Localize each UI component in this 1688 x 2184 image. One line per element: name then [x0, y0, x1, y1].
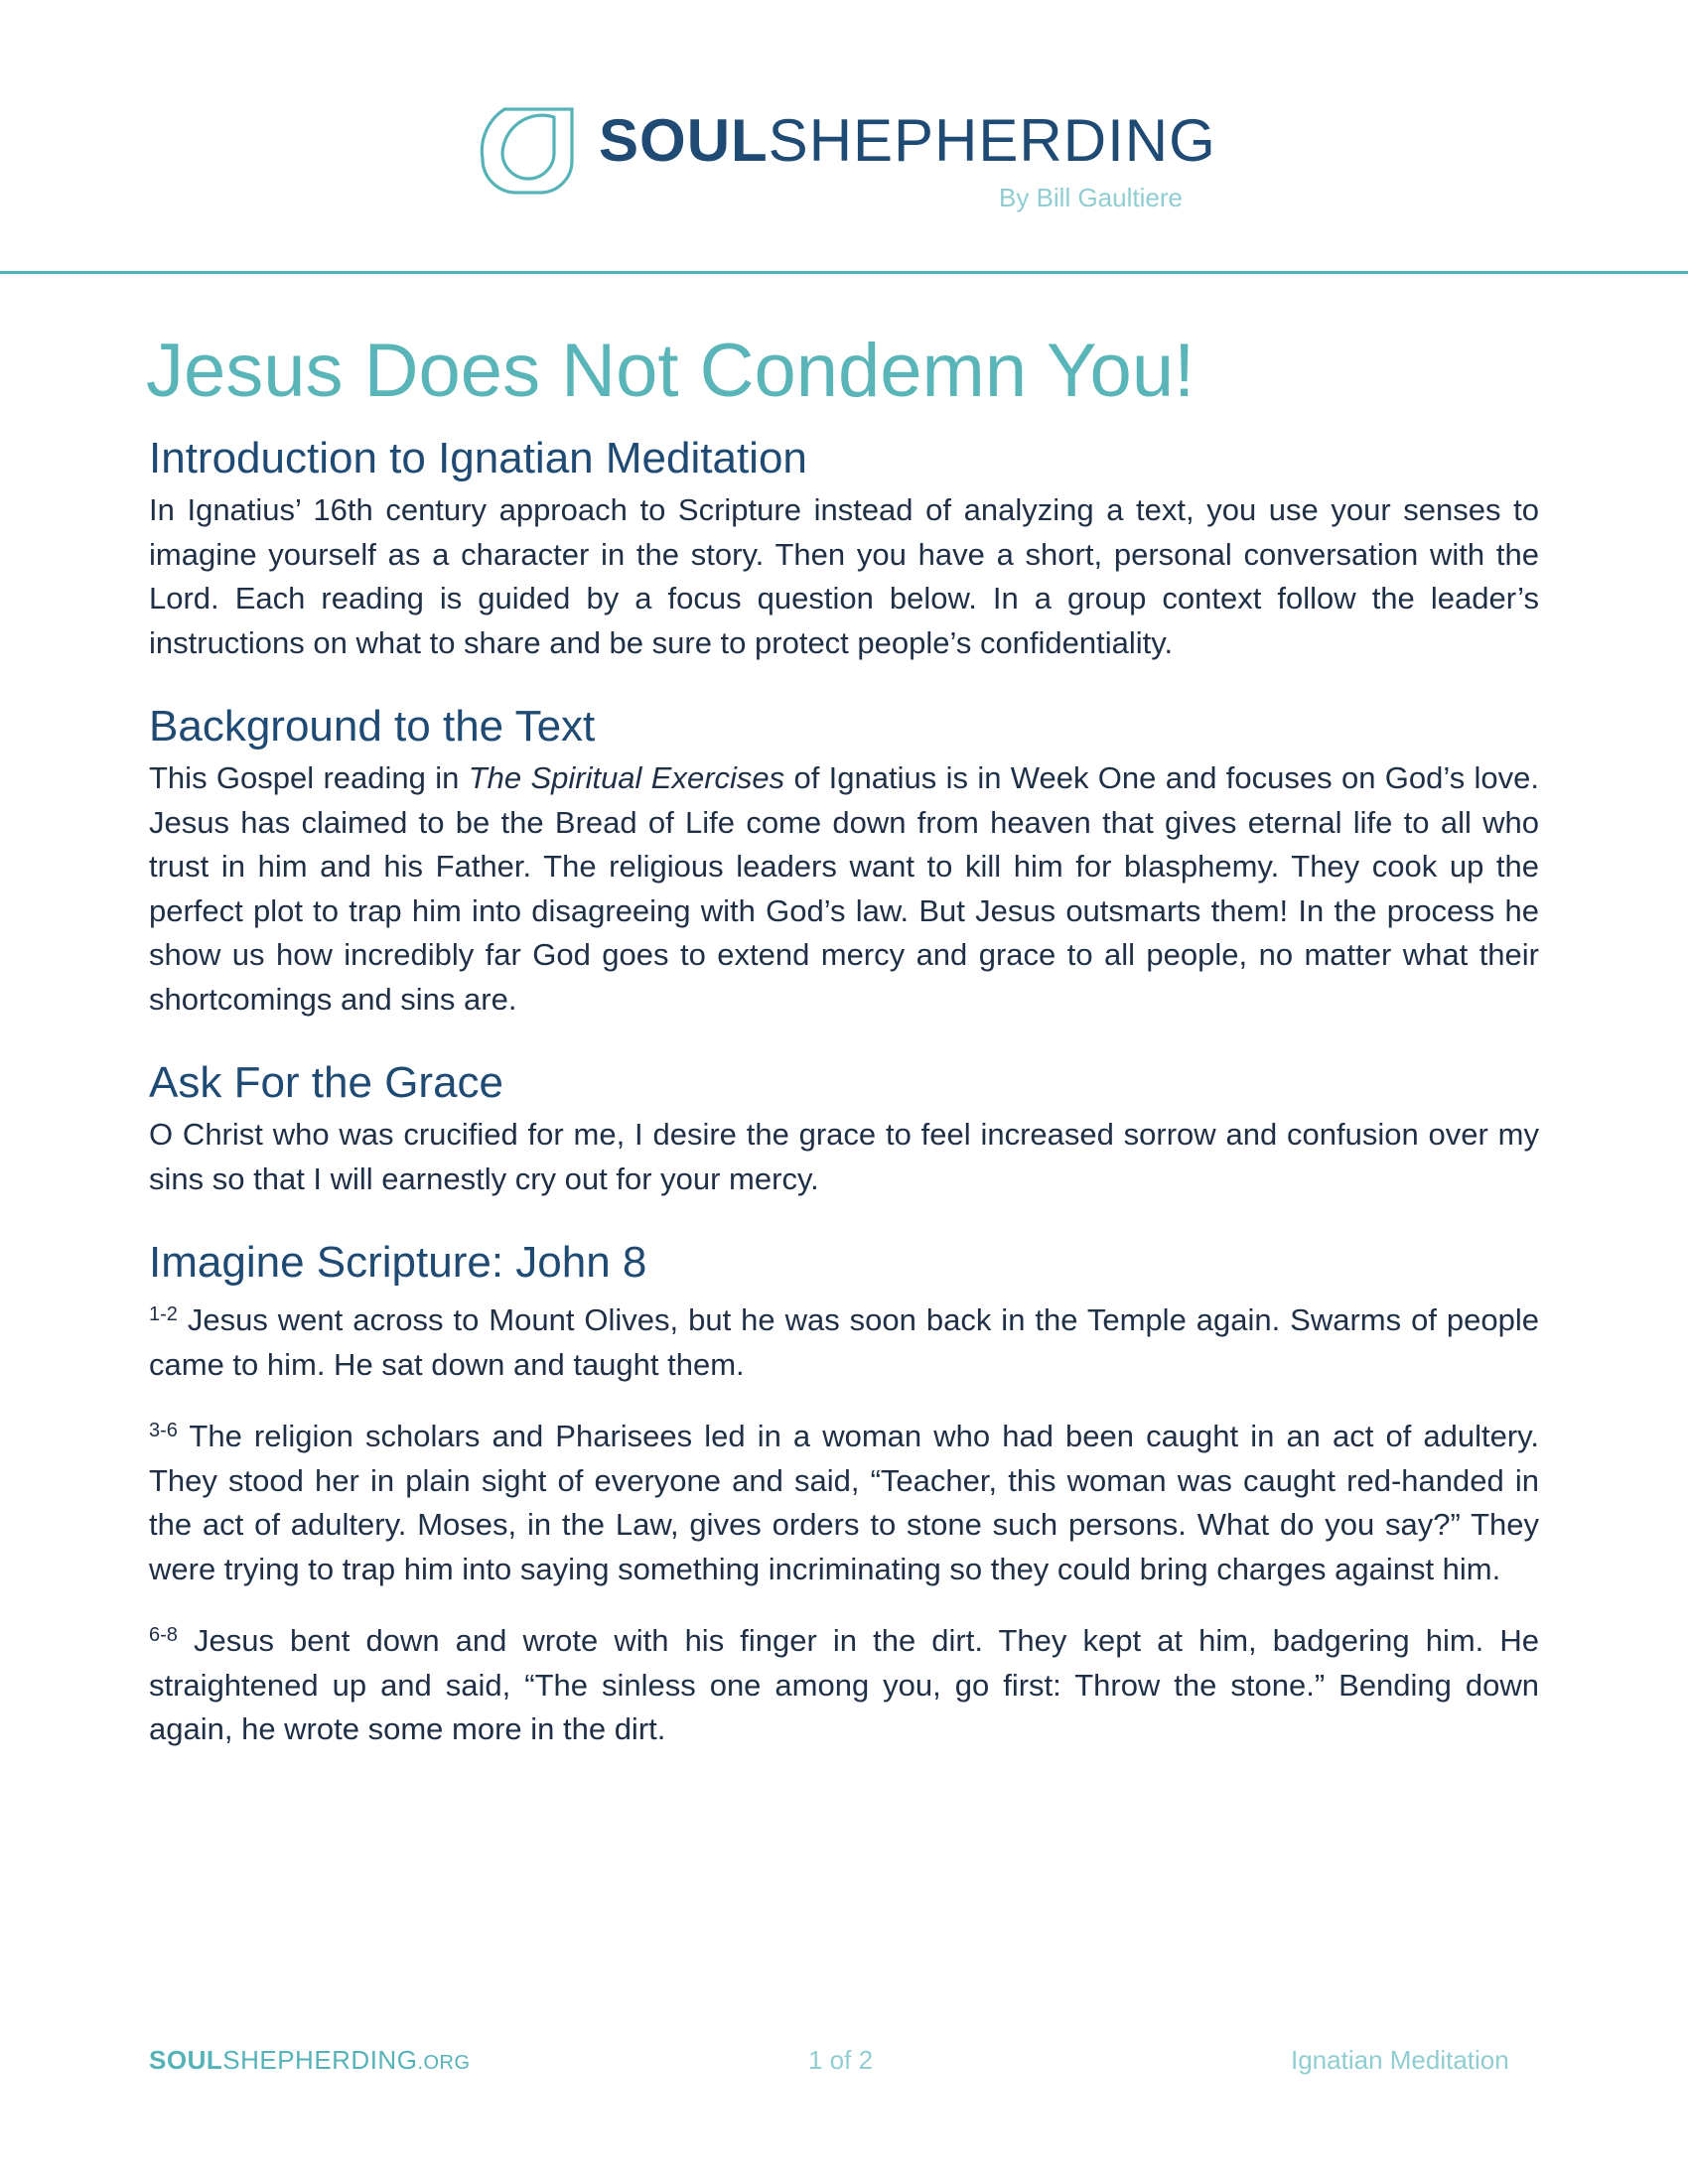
page-header	[0, 0, 1688, 274]
grace-body: O Christ who was crucified for me, I desire the grace to feel increased sorrow and confusion over my sins so that I will earnestly cry out for your mercy.	[149, 1117, 1539, 1196]
header-divider	[0, 271, 1688, 274]
brand-bold: SOUL	[599, 107, 769, 174]
verse-text: Jesus went across to Mount Olives, but he was soon back in the Temple again. Swarms of people came to him. He sat down and taught them.	[149, 1302, 1539, 1382]
page-number: 1 of 2	[808, 2045, 874, 2075]
footer-site-link[interactable]	[149, 2045, 471, 2076]
verse-paragraph	[149, 1293, 1539, 1387]
footer-site-light: SHEPHERDING	[222, 2045, 418, 2075]
document-body	[146, 324, 1540, 1786]
intro-body: In Ignatius’ 16th century approach to Scripture instead of analyzing a text, you use your senses to imagine yourself as a character in the story. Then you have a short, personal conversation with the Lord. Each reading is guided by a focus question below. In a group context follow the leader’s instructions on what to share and be sure to protect people’s confidentiality.	[149, 492, 1539, 660]
background-body	[149, 756, 1539, 1022]
verse-paragraph	[149, 1409, 1539, 1591]
background-body-post: of Ignatius is in Week One and focuses on God’s love. Jesus has claimed to be the Bread of Life come down from heaven that gives eternal life to all who trust in him and his Father. The religious leaders want to kill him for blasphemy. They cook up the perfect plot to trap him into disagreeing with God’s law. But Jesus outsmarts them! In the process he show us how incredibly far God goes to extend mercy and grace to all people, no matter what their shortcomings and sins are.	[149, 760, 1540, 1017]
verse-text: Jesus bent down and wrote with his finger in the dirt. They kept at him, badgering him. He straightened up and said, “The sinless one among you, go first: Throw the stone.” Bending down again, he wrote some more in the dirt.	[149, 1623, 1539, 1746]
footer-label: Ignatian Meditation	[1291, 2045, 1509, 2075]
verse-text: The religion scholars and Pharisees led in a woman who had been caught in an act of adultery. They stood her in plain sight of everyone and said, “Teacher, this woman was caught red-handed in the act of adultery. Moses, in the Law, gives orders to stone such persons. What do you say?” They were trying to trap him into saying something incriminating so they could bring charges against him.	[149, 1419, 1539, 1586]
grace-section	[149, 1055, 1539, 1201]
brand-wordmark	[599, 107, 1216, 174]
byline: By Bill Gaultiere	[999, 183, 1183, 212]
soul-shepherding-leaf-icon	[477, 97, 578, 195]
grace-heading: Ask For the Grace	[149, 1058, 504, 1107]
background-section	[149, 699, 1539, 1022]
footer-site-bold: SOUL	[149, 2045, 223, 2075]
intro-heading: Introduction to Ignatian Meditation	[149, 434, 807, 482]
page-title: Jesus Does Not Condemn You!	[146, 329, 1196, 413]
brand-light: SHEPHERDING	[768, 107, 1216, 174]
verse-number: 6-8	[149, 1624, 178, 1646]
verse-number: 3-6	[149, 1420, 178, 1441]
footer-site-org: .ORG	[417, 2052, 471, 2074]
scripture-heading: Imagine Scripture: John 8	[149, 1238, 647, 1287]
scripture-section	[149, 1235, 1539, 1752]
intro-section	[149, 431, 1539, 665]
page-footer	[0, 2045, 1688, 2085]
background-heading: Background to the Text	[149, 702, 596, 751]
verse-number: 1-2	[149, 1303, 178, 1325]
background-body-pre: This Gospel reading in	[149, 760, 469, 795]
book-title: The Spiritual Exercises	[468, 760, 785, 795]
verse-paragraph	[149, 1613, 1539, 1752]
